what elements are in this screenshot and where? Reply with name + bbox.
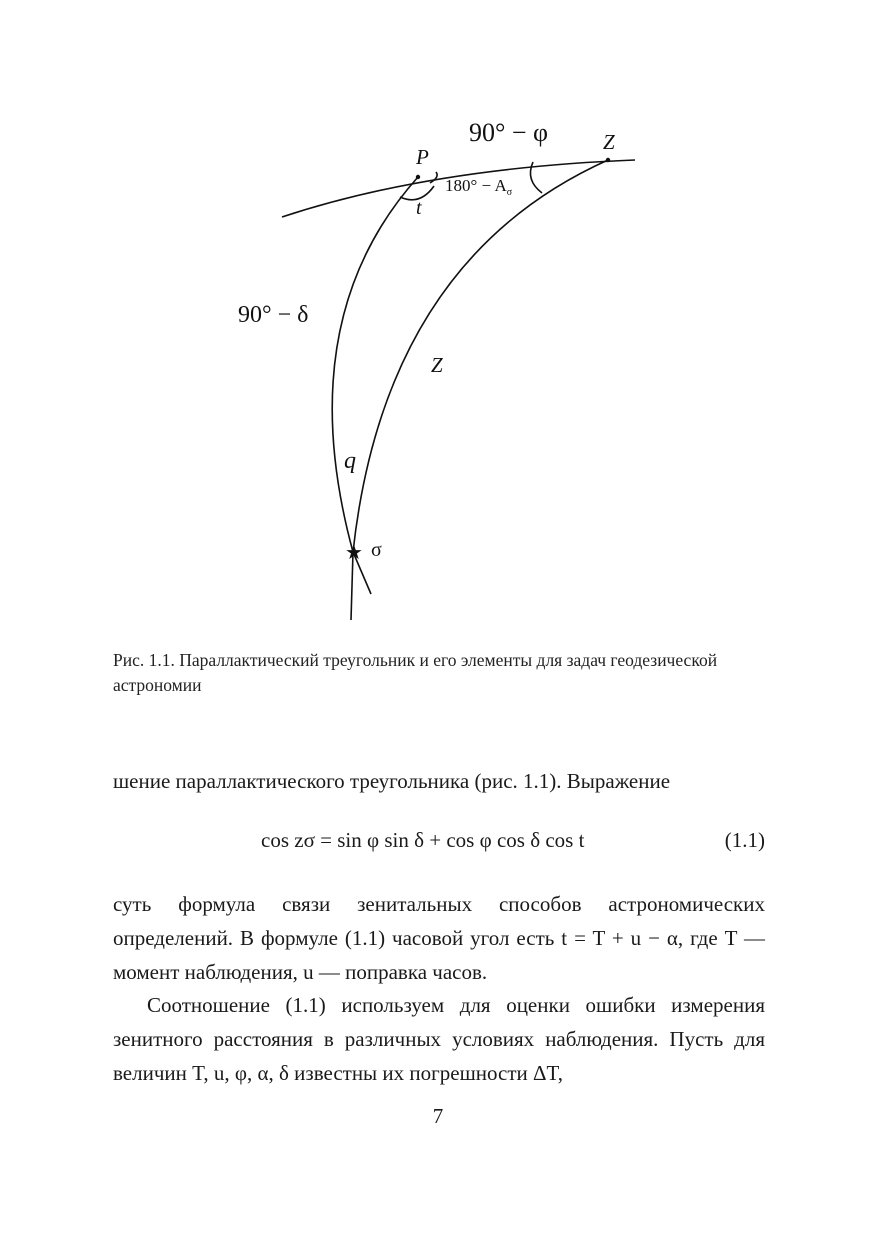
- equation-1-1: [113, 826, 765, 860]
- arc-pole-star: [332, 177, 418, 594]
- zenith-point: [606, 158, 610, 162]
- label-arc-left: 90° − δ: [238, 302, 309, 328]
- label-azimuth-angle: [445, 176, 513, 198]
- label-star: σ: [371, 539, 382, 561]
- azimuth-angle-text: 180° − A: [445, 176, 507, 195]
- figure-caption: Рис. 1.1. Параллактический треугольник и его элементы для задач геодезической астрономии: [113, 650, 718, 695]
- label-arc-right: Z: [431, 353, 443, 377]
- label-zenith: Z: [603, 130, 615, 154]
- label-pole: P: [416, 145, 429, 169]
- paragraph-1: шение параллактического треугольника (рис. 1.1). Выражение: [113, 769, 671, 793]
- star-icon: ★: [345, 542, 363, 564]
- label-hour-angle: t: [416, 197, 422, 219]
- arc-zenith-star: [351, 160, 608, 620]
- equation-expression: cos zσ = sin φ sin δ + cos φ cos δ cos t: [261, 828, 585, 852]
- paragraph-2: суть формула связи зенитальных способов астрономических определений. В формуле (1.1) часовой угол есть t = T + u − α, где T — момент наблюдения, u — поправка часов.: [113, 892, 765, 984]
- page-number: 7: [432, 1104, 444, 1128]
- label-arc-top: 90° − φ: [469, 118, 549, 147]
- label-parallactic-angle: q: [344, 448, 356, 474]
- paragraph-3: Соотношение (1.1) используем для оценки ошибки измерения зенитного расстояния в различных условиях наблюдения. Пусть для величин T, u, φ, α, δ известны их погрешности ΔT,: [113, 993, 765, 1085]
- angle-arc-pole-top: [430, 172, 437, 183]
- azimuth-subscript: σ: [506, 187, 513, 198]
- equation-number: (1.1): [724, 828, 765, 852]
- pole-point: [416, 175, 420, 179]
